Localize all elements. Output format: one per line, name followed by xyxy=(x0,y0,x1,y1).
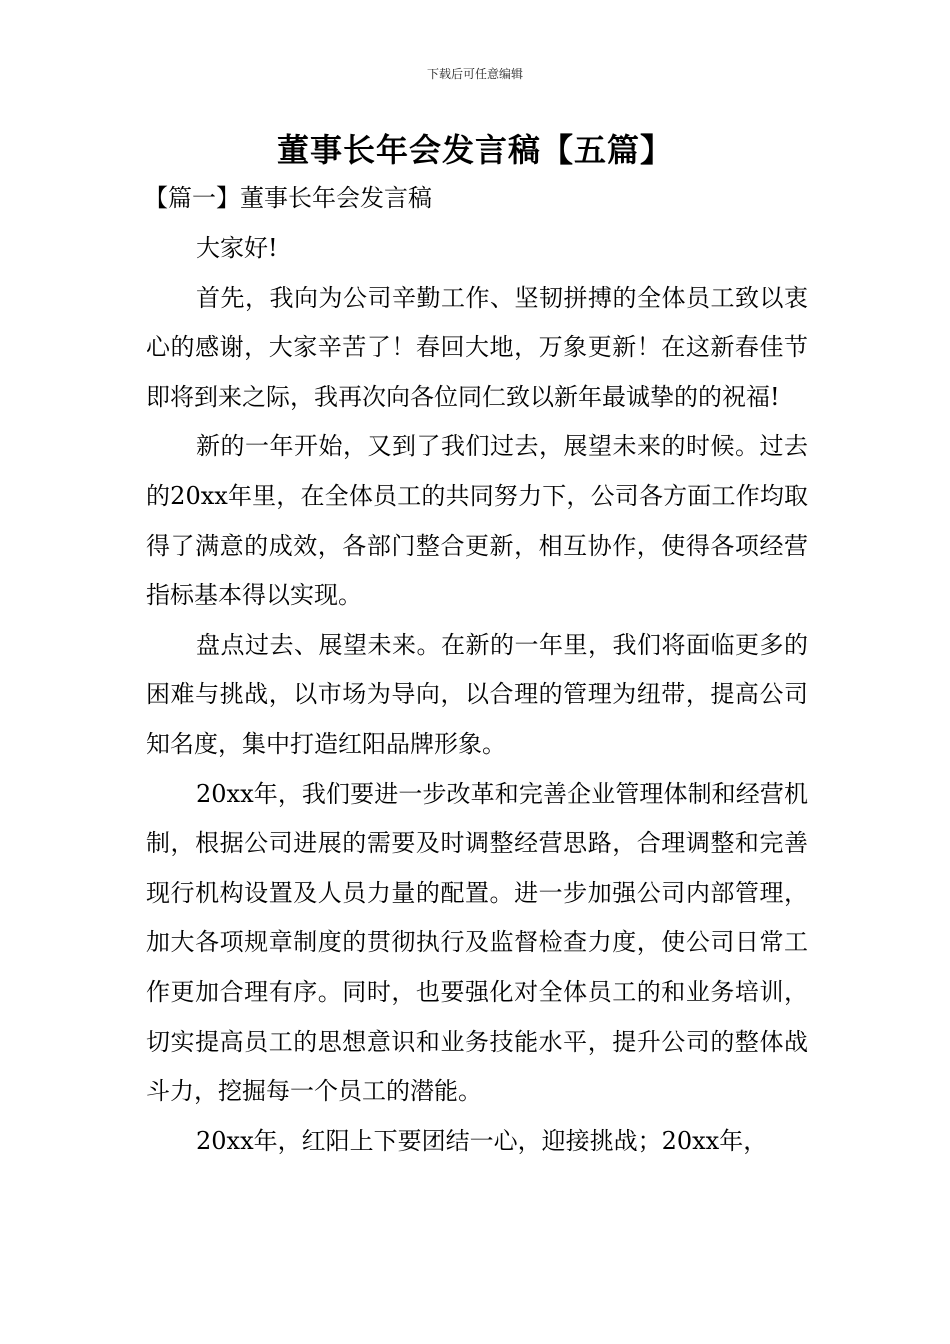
paragraph-closing: 20xx年，红阳上下要团结一心，迎接挑战；20xx年， xyxy=(196,1126,768,1155)
paragraph-plan: 20xx年，我们要进一步改革和完善企业管理体制和经营机制，根据公司进展的需要及时调整经营思路，合理调整和完善现行机构设置及人员力量的配置。进一步加强公司内部管理，加大各项规章制度的贯彻执行及监督检查力度，使公司日常工作更加合理有序。同时，也要强化对全体员工的和业务培训，切实提高员工的思想意识和业务技能水平，提升公司的整体战斗力，挖掘每一个员工的潜能。 xyxy=(146,779,808,1106)
paragraph-review: 新的一年开始，又到了我们过去，展望未来的时候。过去的20xx年里，在全体员工的共同努力下，公司各方面工作均取得了满意的成效，各部门整合更新，相互协作，使得各项经营指标基本得以实现。 xyxy=(146,432,808,610)
paragraph-greeting: 大家好! xyxy=(196,234,278,262)
paragraph-outlook: 盘点过去、展望未来。在新的一年里，我们将面临更多的困难与挑战，以市场为导向，以合理的管理为纽带，提高公司知名度，集中打造红阳品牌形象。 xyxy=(146,630,808,758)
document-body xyxy=(146,224,808,1166)
header-note: 下载后可任意编辑 xyxy=(426,67,523,81)
section-heading: 【篇一】董事长年会发言稿 xyxy=(144,184,432,212)
paragraph-thanks: 首先，我向为公司辛勤工作、坚韧拼搏的全体员工致以衷心的感谢，大家辛苦了！春回大地，万象更新！在这新春佳节即将到来之际，我再次向各位同仁致以新年最诚挚的的祝福! xyxy=(146,283,808,411)
document-title: 董事长年会发言稿【五篇】 xyxy=(276,131,673,169)
